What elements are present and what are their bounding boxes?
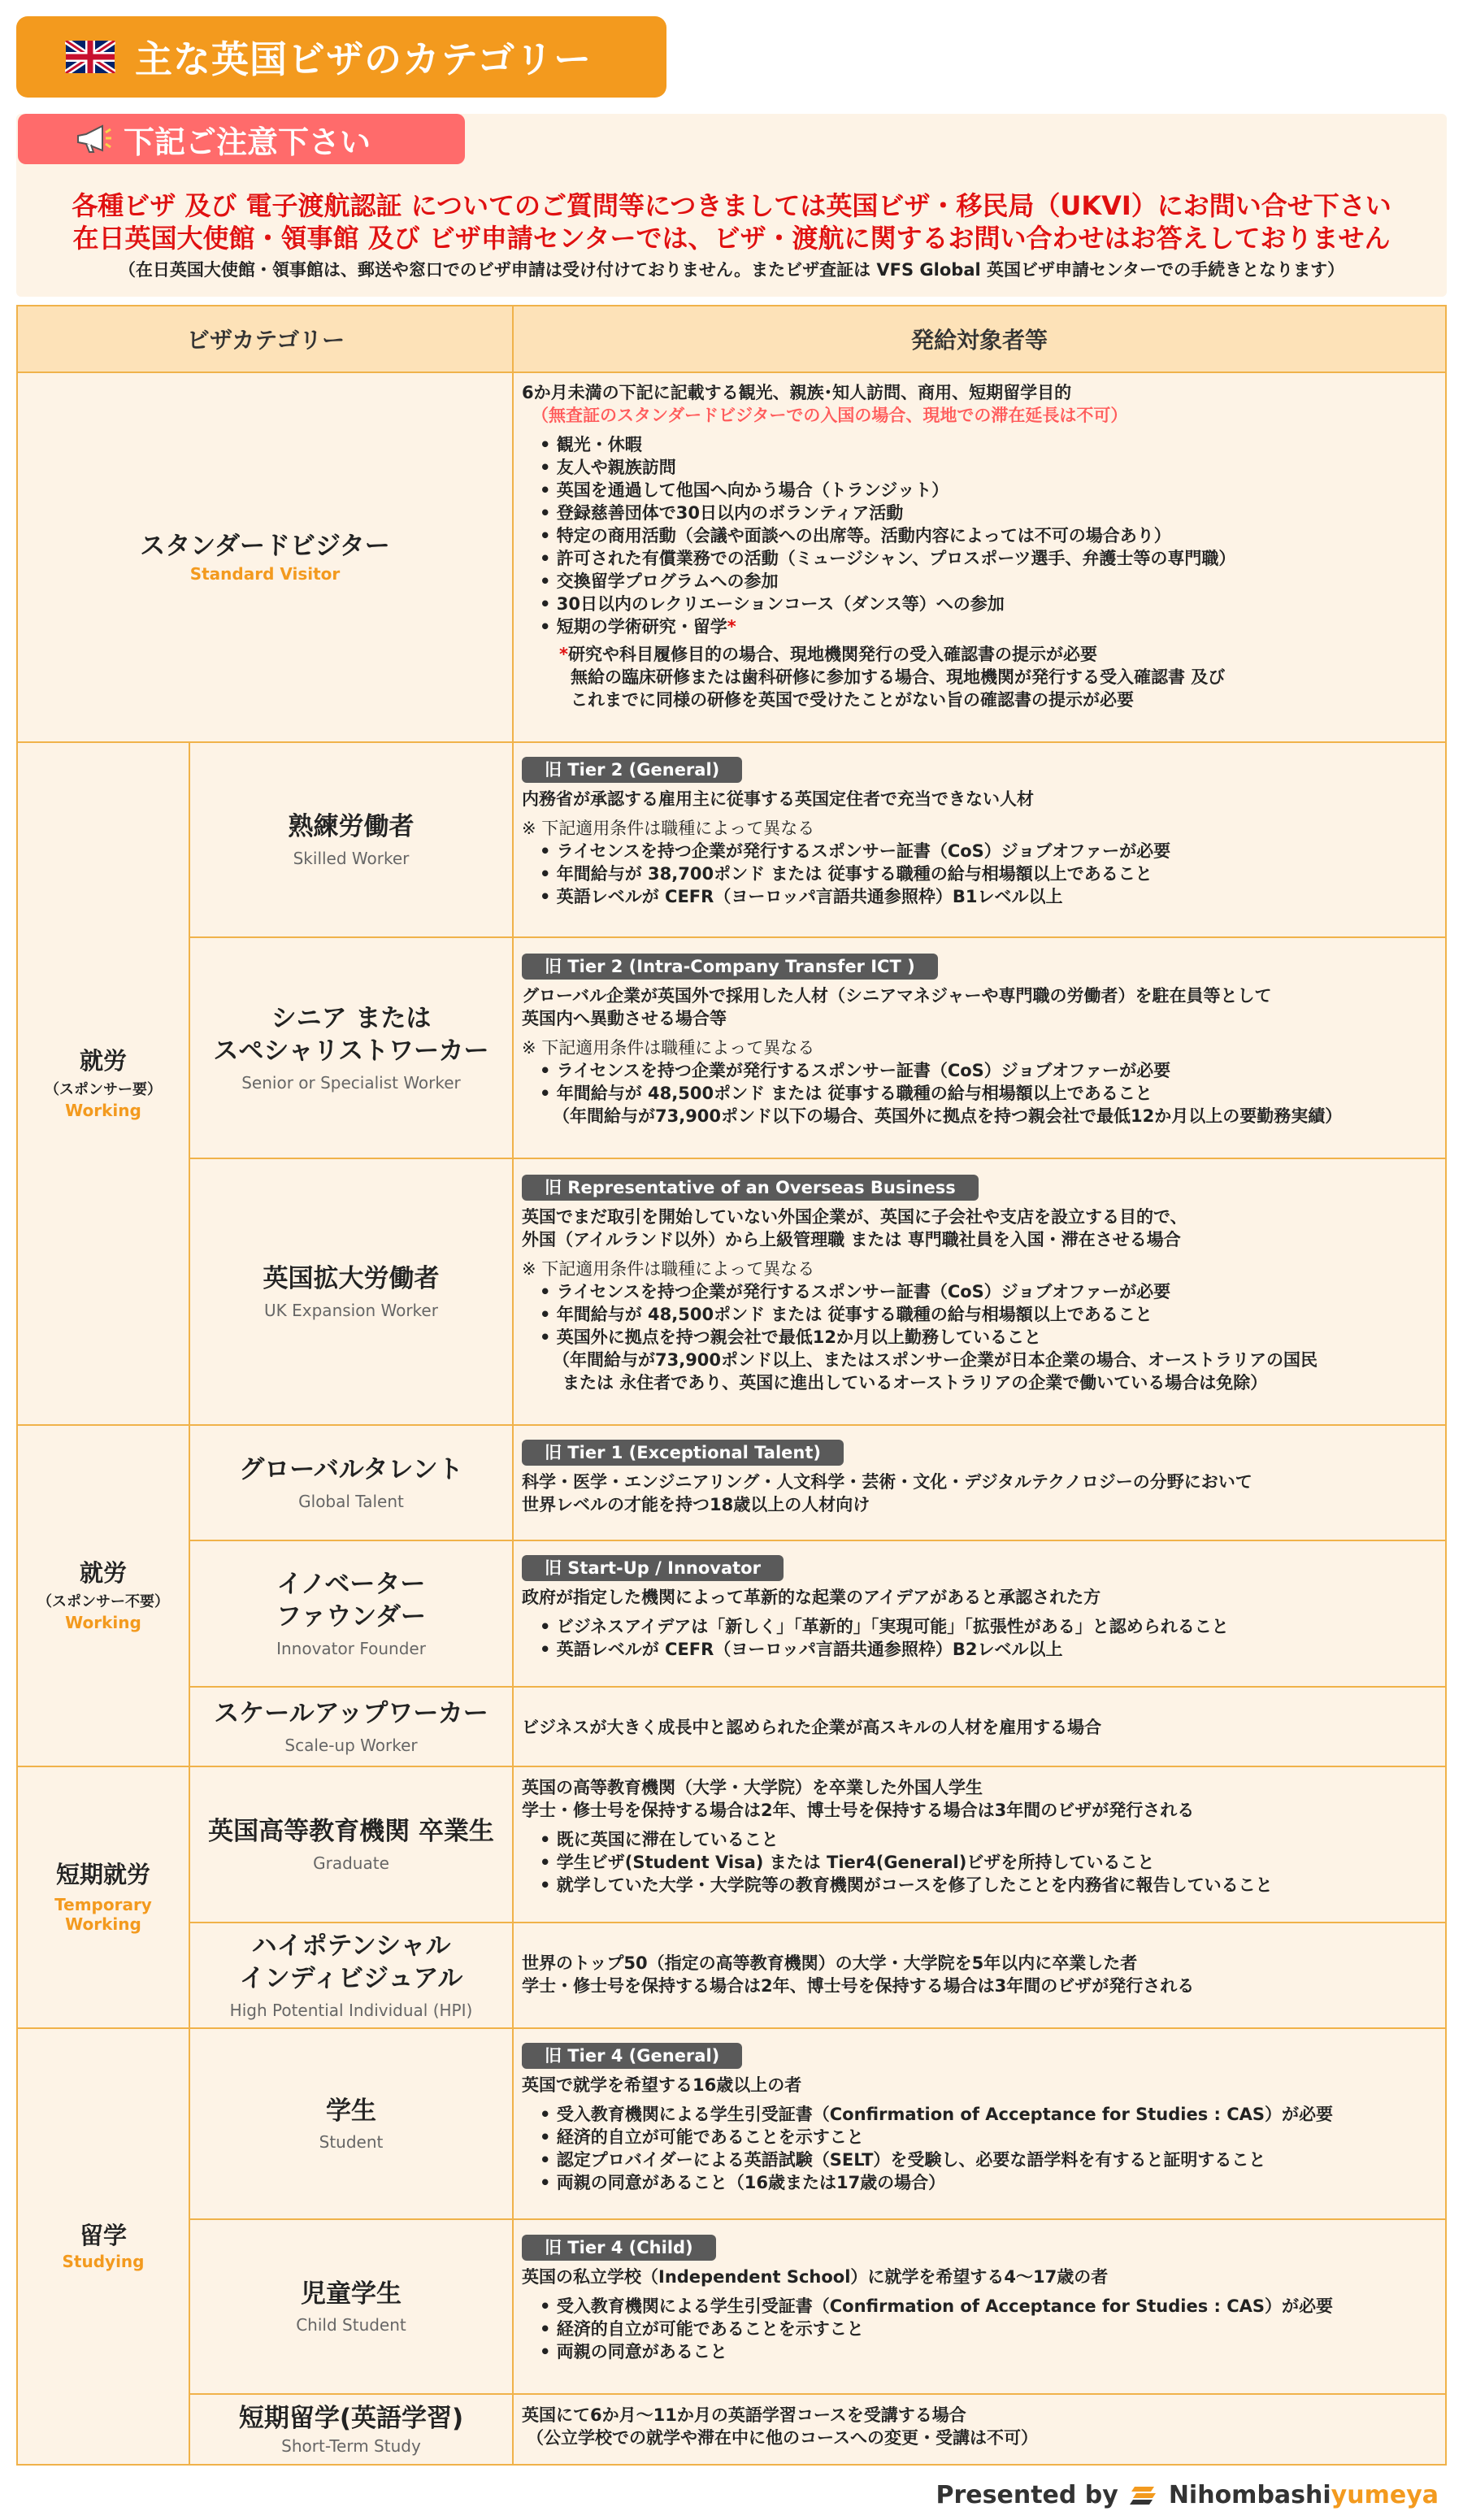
high-potential-individual-details xyxy=(522,1952,1432,1997)
category-en: Standard Visitor xyxy=(189,564,341,584)
list-item: • 就学していた大学・大学院等の教育機関がコースを修了したことを内務省に報告していること xyxy=(540,1875,1273,1895)
notice-tab xyxy=(18,114,465,164)
category-high-potential-individual xyxy=(190,1923,512,2027)
standard-visitor-details xyxy=(522,381,1432,711)
category-jp: 短期留学(英語学習) xyxy=(238,2403,464,2433)
list-item: • 経済的自立が可能であることを示すこと xyxy=(540,2127,864,2147)
uk-flag-icon xyxy=(65,41,115,73)
list-item: • 許可された有償業務での活動（ミュージシャン、プロスポーツ選手、弁護士等の専門職） xyxy=(540,549,1236,568)
footnote: 無給の臨床研修または歯科研修に参加する場合、現地機関が発行する受入確認書 及び xyxy=(571,667,1226,687)
detail-line: 科学・医学・エンジニアリング・人文科学・芸術・文化・デジタルテクノロジーの分野において xyxy=(522,1472,1252,1492)
category-en: Skilled Worker xyxy=(293,848,410,868)
global-talent-details xyxy=(522,1435,1432,1516)
category-scale-up-worker xyxy=(190,1688,512,1766)
category-short-term-study xyxy=(190,2395,512,2464)
category-jp: イノベーター ファウンダー xyxy=(276,1570,427,1631)
old-tier-badge: 旧 Tier 1 (Exceptional Talent) xyxy=(522,1440,844,1466)
megaphone-icon xyxy=(75,123,112,155)
list-item: • 両親の同意があること xyxy=(540,2342,727,2361)
brand-name-part: Nihombashi xyxy=(1168,2480,1331,2509)
divider xyxy=(512,306,514,2464)
detail-note: （無査証のスタンダードビジターでの入国の場合、現地での滞在延長は不可） xyxy=(532,406,1128,425)
group-en: Studying xyxy=(62,2251,145,2271)
category-en: Student xyxy=(319,2132,384,2153)
category-jp: ハイポテンシャル インディビジュアル xyxy=(239,1931,463,1993)
list-item: • 英語レベルが CEFR（ヨーロッパ言語共通参照枠）B2レベル以上 xyxy=(540,1640,1063,1659)
detail-line: 世界のトップ50（指定の高等教育機関）の大学・大学院を5年以内に卒業した者 xyxy=(522,1953,1138,1973)
category-jp: スタンダードビジター xyxy=(140,531,390,561)
group-temporary-working xyxy=(18,1767,189,2027)
list-item: • 既に英国に滞在していること xyxy=(540,1830,779,1849)
detail-line: 世界レベルの才能を持つ18歳以上の人材向け xyxy=(522,1495,870,1514)
condition-note: ※ 下記適用条件は職種によって異なる xyxy=(522,1038,815,1058)
group-paren: （スポンサー不要） xyxy=(37,1593,169,1611)
innovator-founder-details xyxy=(522,1550,1432,1661)
list-item: • 観光・休暇 xyxy=(540,435,642,454)
group-jp: 留学 xyxy=(79,2222,127,2250)
list-item: • 年間給与が 38,700ポンド または 従事する職種の給与相場額以上であること xyxy=(540,864,1153,884)
category-jp: 英国拡大労働者 xyxy=(263,1264,440,1294)
list-item: • 年間給与が 48,500ポンド または 従事する職種の給与相場額以上であること xyxy=(540,1084,1153,1103)
visa-table xyxy=(16,305,1447,2466)
scale-up-worker-details xyxy=(522,1716,1432,1739)
list-item: • ライセンスを持つ企業が発行するスポンサー証書（CoS）ジョブオファーが必要 xyxy=(540,841,1171,861)
brand-name-accent: yumeya xyxy=(1331,2480,1439,2509)
list-item: • 年間給与が 48,500ポンド または 従事する職種の給与相場額以上であること xyxy=(540,1305,1153,1324)
list-item: • 英語レベルが CEFR（ヨーロッパ言語共通参照枠）B1レベル以上 xyxy=(540,887,1063,906)
category-en: Innovator Founder xyxy=(276,1638,426,1658)
category-jp: スケールアップワーカー xyxy=(214,1699,488,1729)
detail-line: ビジネスが大きく成長中と認められた企業が高スキルの人材を雇用する場合 xyxy=(522,1718,1102,1737)
brand-logo-icon xyxy=(1130,2483,1157,2506)
group-jp: 就労 xyxy=(79,1558,127,1587)
presented-by-label: Presented by xyxy=(936,2480,1118,2509)
old-tier-badge: 旧 Start-Up / Innovator xyxy=(522,1555,784,1581)
list-item: • 受入教育機関による学生引受証書（Confirmation of Acceptance for Studies : CAS）が必要 xyxy=(540,2105,1334,2124)
category-child-student xyxy=(190,2220,512,2393)
notice-tab-label: 下記ご注意下さい xyxy=(124,124,371,160)
category-student xyxy=(190,2029,512,2218)
category-jp: 学生 xyxy=(326,2096,376,2126)
group-studying xyxy=(18,2029,189,2464)
notice-line-3: （在日英国大使館・領事館は、郵送や窓口でのビザ申請は受け付けておりません。またビザ査証は VFS Global 英国ビザ申請センターでの手続きとなります） xyxy=(118,260,1345,280)
footnote xyxy=(522,643,1432,666)
list-item: • 友人や親族訪問 xyxy=(540,458,676,477)
list-item: または 永住者であり、英国に進出しているオーストラリアの企業で働いている場合は免除） xyxy=(562,1373,1268,1393)
category-jp: シニア または スペシャリストワーカー xyxy=(213,1004,489,1066)
condition-note: ※ 下記適用条件は職種によって異なる xyxy=(522,819,815,838)
uk-expansion-details xyxy=(522,1170,1432,1394)
group-jp: 就労 xyxy=(79,1046,127,1075)
old-tier-badge: 旧 Tier 2 (General) xyxy=(522,757,742,783)
detail-line: 外国（アイルランド以外）から上級管理職 または 専門職社員を入国・滞在させる場合 xyxy=(522,1230,1181,1249)
category-jp: グローバルタレント xyxy=(239,1455,463,1485)
old-tier-badge: 旧 Tier 4 (Child) xyxy=(522,2235,716,2261)
category-jp: 英国高等教育機関 卒業生 xyxy=(208,1817,494,1847)
detail-line: 政府が指定した機関によって革新的な起業のアイデアがあると承認された方 xyxy=(522,1588,1101,1607)
list-item: • ライセンスを持つ企業が発行するスポンサー証書（CoS）ジョブオファーが必要 xyxy=(540,1061,1171,1080)
list-item: • 30日以内のレクリエーションコース（ダンス等）への参加 xyxy=(540,594,1005,614)
category-jp: 児童学生 xyxy=(301,2279,402,2309)
list-item: • 登録慈善団体で30日以内のボランティア活動 xyxy=(540,503,904,523)
category-innovator-founder xyxy=(190,1541,512,1686)
category-en: Global Talent xyxy=(298,1491,404,1511)
category-en: High Potential Individual (HPI) xyxy=(229,2000,473,2020)
footnote-marker: * xyxy=(727,617,736,637)
graduate-details xyxy=(522,1776,1432,1897)
detail-line: グローバル企業が英国外で採用した人材（シニアマネジャーや専門職の労働者）を駐在員等として xyxy=(522,986,1272,1006)
notice-line-2: 在日英国大使館・領事館 及び ビザ申請センターでは、ビザ・渡航に関するお問い合わせはお答えしておりません xyxy=(72,223,1391,254)
category-global-talent xyxy=(190,1426,512,1540)
short-term-study-details xyxy=(522,2404,1432,2449)
category-en: Senior or Specialist Worker xyxy=(241,1072,461,1093)
list-item: • 英国を通過して他国へ向かう場合（トランジット） xyxy=(540,480,949,500)
notice-line-1: 各種ビザ 及び 電子渡航認証 についてのご質問等につきましては英国ビザ・移民局（UKVI）にお問い合せ下さい xyxy=(72,190,1391,221)
group-en: Working xyxy=(65,1613,141,1633)
list-item: （年間給与が73,900ポンド以下の場合、英国外に拠点を持つ親会社で最低12か月以上の要勤務実績） xyxy=(553,1106,1343,1126)
category-graduate xyxy=(190,1767,512,1922)
list-item: • 特定の商用活動（会議や面談への出席等。活動内容によっては不可の場合あり） xyxy=(540,526,1171,545)
footer-credit xyxy=(936,2475,1439,2514)
detail-line: 英国で就学を希望する16歳以上の者 xyxy=(522,2075,802,2095)
footnote-marker: * xyxy=(559,645,568,664)
group-en: Temporary Working xyxy=(54,1895,152,1935)
category-senior-specialist xyxy=(190,938,512,1158)
footnote-text: 研究や科目履修目的の場合、現地機関発行の受入確認書の提示が必要 xyxy=(567,645,1097,664)
category-en: Scale-up Worker xyxy=(284,1735,418,1755)
detail-line: 英国にて6か月～11か月の英語学習コースを受講する場合 xyxy=(522,2405,966,2425)
list-item: • 英国外に拠点を持つ親会社で最低12か月以上勤務していること xyxy=(540,1327,1041,1347)
page-header xyxy=(16,16,666,98)
old-tier-badge: 旧 Tier 2 (Intra-Company Transfer ICT ) xyxy=(522,954,938,980)
list-item: • 認定プロバイダーによる英語試験（SELT）を受験し、必要な語学料を有すると証明すること xyxy=(540,2150,1266,2170)
category-en: UK Expansion Worker xyxy=(264,1300,438,1320)
category-uk-expansion xyxy=(190,1159,512,1424)
detail-line: 6か月未満の下記に記載する観光、親族･知人訪問、商用、短期留学目的 xyxy=(522,383,1072,402)
detail-line: 学士・修士号を保持する場合は2年、博士号を保持する場合は3年間のビザが発行される xyxy=(522,1801,1195,1820)
list-item: • 両親の同意があること（16歳または17歳の場合） xyxy=(540,2173,946,2192)
brand-name xyxy=(1169,2481,1439,2509)
list-item: • ビジネスアイデアは「新しく」「革新的」「実現可能」「拡張性がある」と認められること xyxy=(540,1617,1229,1636)
list-item: • ライセンスを持つ企業が発行するスポンサー証書（CoS）ジョブオファーが必要 xyxy=(540,1282,1171,1301)
category-jp: 熟練労働者 xyxy=(288,812,415,842)
list-item: • 学生ビザ(Student Visa) または Tier4(General)ビザを所持していること xyxy=(540,1853,1155,1872)
senior-specialist-details xyxy=(522,949,1432,1127)
category-standard-visitor xyxy=(18,373,512,741)
category-en: Short-Term Study xyxy=(281,2436,421,2457)
list-item: • 交換留学プログラムへの参加 xyxy=(540,571,779,591)
detail-line: 学士・修士号を保持する場合は2年、博士号を保持する場合は3年間のビザが発行される xyxy=(522,1976,1195,1996)
category-skilled-worker xyxy=(190,743,512,936)
detail-line: （公立学校での就学や滞在中に他のコースへの変更・受講は不可） xyxy=(527,2428,1038,2448)
student-details xyxy=(522,2038,1432,2194)
detail-line: 英国内へ異動させる場合等 xyxy=(522,1009,727,1028)
old-tier-badge: 旧 Tier 4 (General) xyxy=(522,2043,742,2069)
group-working-unsponsored xyxy=(18,1426,189,1766)
list-item: • 受入教育機関による学生引受証書（Confirmation of Acceptance for Studies : CAS）が必要 xyxy=(540,2296,1334,2316)
old-tier-badge: 旧 Representative of an Overseas Business xyxy=(522,1175,979,1201)
group-paren: （スポンサー要） xyxy=(45,1081,162,1099)
list-item: （年間給与が73,900ポンド以上、またはスポンサー企業が日本企業の場合、オーストラリアの国民 xyxy=(553,1350,1318,1370)
detail-line: 英国でまだ取引を開始していない外国企業が、英国に子会社や支店を設立する目的で、 xyxy=(522,1207,1187,1227)
header-eligible: 発給対象者等 xyxy=(910,327,1048,354)
header-category: ビザカテゴリー xyxy=(186,327,345,354)
page-title: 主な英国ビザのカテゴリー xyxy=(135,37,593,81)
detail-line: 内務省が承認する雇用主に従事する英国定住者で充当できない人材 xyxy=(522,789,1034,809)
list-item: • 経済的自立が可能であることを示すこと xyxy=(540,2319,864,2339)
footnote: これまでに同様の研修を英国で受けたことがない旨の確認書の提示が必要 xyxy=(571,690,1134,710)
list-item xyxy=(522,615,1432,638)
detail-line: 英国の私立学校（Independent School）に就学を希望する4～17歳の者 xyxy=(522,2267,1109,2287)
skilled-worker-details xyxy=(522,752,1432,908)
group-jp: 短期就労 xyxy=(55,1860,150,1888)
detail-line: 英国の高等教育機関（大学・大学院）を卒業した外国人学生 xyxy=(522,1778,983,1797)
group-working-sponsored xyxy=(18,743,189,1424)
list-item-text: • 短期の学術研究・留学 xyxy=(540,617,727,637)
child-student-details xyxy=(522,2230,1432,2363)
condition-note: ※ 下記適用条件は職種によって異なる xyxy=(522,1259,815,1279)
category-en: Child Student xyxy=(296,2315,406,2335)
group-en: Working xyxy=(65,1101,141,1121)
category-en: Graduate xyxy=(313,1853,389,1873)
